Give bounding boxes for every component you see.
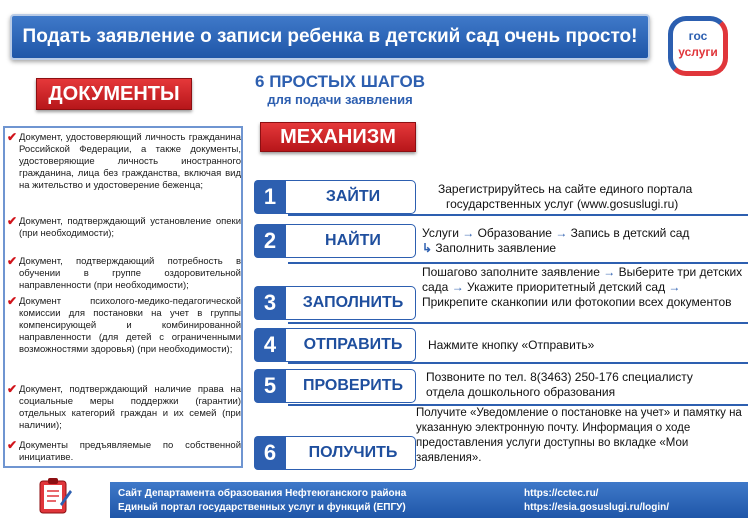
step-3-label: ЗАПОЛНИТЬ <box>302 294 404 311</box>
document-text: Документ психолого-медико-педагогической комиссии для постановки на учет в группы компенсирующей и комбинированной направленности (для детей с ограниченными возможностями здоровья) (при необходимости); <box>19 296 241 355</box>
arrow-right-icon: → <box>462 226 475 240</box>
arrow-right-icon: → <box>668 280 681 294</box>
document-item <box>7 438 241 464</box>
step-5-line-2: отдела дошкольного образования <box>426 385 616 399</box>
page-title: Подать заявление о записи ребенка в детский сад очень просто! <box>22 26 638 47</box>
footer-bar <box>110 482 748 518</box>
flow-step: Образование <box>477 226 552 240</box>
step-5-text <box>426 370 693 400</box>
document-text: Документ, подтверждающий потребность в обучении в группе оздоровительной направленности (при необходимости); <box>19 256 241 291</box>
document-text: Документ, удостоверяющий личность гражданина Российской Федерации, а также документы, удостоверяющие личность иностранного гражданина, лица без гражданства, включая вид на жительство и удостоверение беженца; <box>19 132 241 191</box>
subtitle-line-2: для подачи заявления <box>267 92 413 107</box>
document-item <box>7 254 241 292</box>
step-4-label: ОТПРАВИТЬ <box>303 336 403 353</box>
step-2-divider <box>288 262 748 264</box>
flow-step: Услуги <box>422 226 459 240</box>
step-3-number: 3 <box>254 286 286 320</box>
step-5-line-1: Позвоните по тел. 8(3463) 250-176 специалисту <box>426 370 693 384</box>
document-item <box>7 382 241 432</box>
step-3-part: Прикрепите сканкопии или фотокопии всех документов <box>422 295 732 309</box>
footer-link-cctec[interactable]: https://cctec.ru/ <box>524 488 599 499</box>
checkmark-icon: ✔ <box>7 130 18 144</box>
documents-banner: ДОКУМЕНТЫ <box>36 78 192 110</box>
footer-link-gosuslugi[interactable]: https://esia.gosuslugi.ru/login/ <box>524 502 670 513</box>
step-2-label: НАЙТИ <box>325 232 381 249</box>
checkmark-icon: ✔ <box>7 214 18 228</box>
step-1-divider <box>288 214 748 216</box>
step-1-number: 1 <box>254 180 286 214</box>
step-1-text <box>438 182 692 212</box>
step-1-label: ЗАЙТИ <box>325 188 381 205</box>
step-4-number: 4 <box>254 328 286 362</box>
step-4-text: Нажмите кнопку «Отправить» <box>428 338 595 352</box>
step-3-part: Выберите три детских сада <box>422 265 743 294</box>
step-3-part: Пошагово заполните заявление <box>422 265 600 279</box>
step-6-label: ПОЛУЧИТЬ <box>308 444 398 461</box>
arrow-right-icon: → <box>555 226 568 240</box>
document-text: Документы предъявляемые по собственной инициативе. <box>19 440 241 463</box>
documents-list <box>3 126 243 468</box>
step-1-line-2: государственных услуг (www.gosuslugi.ru) <box>446 197 679 211</box>
gosuslugi-logo[interactable] <box>668 16 728 76</box>
logo-text-uslugi: услуги <box>678 45 718 59</box>
clipboard-icon <box>36 476 72 516</box>
footer-line-2: Единый портал государственных услуг и функций (ЕПГУ) <box>118 502 406 513</box>
checkmark-icon: ✔ <box>7 294 18 308</box>
step-2-text <box>422 226 689 256</box>
flow-step: Запись в детский сад <box>570 226 690 240</box>
document-text: Документ, подтверждающий установление опеки (при необходимости); <box>19 216 241 239</box>
subtitle-line-1: 6 ПРОСТЫХ ШАГОВ <box>255 72 425 91</box>
step-6-number: 6 <box>254 436 286 470</box>
checkmark-icon: ✔ <box>7 254 18 268</box>
arrow-right-icon: → <box>603 265 616 279</box>
step-2-number: 2 <box>254 224 286 258</box>
footer-line-1: Сайт Департамента образования Нефтеюганского района <box>118 488 407 499</box>
arrow-right-icon: → <box>451 280 464 294</box>
document-item <box>7 130 241 192</box>
step-3-text <box>422 265 746 310</box>
checkmark-icon: ✔ <box>7 438 18 452</box>
step-5-label: ПРОВЕРИТЬ <box>302 377 404 394</box>
arrow-right-icon: ↳ <box>422 241 433 255</box>
step-4-divider <box>288 362 748 364</box>
document-item <box>7 294 241 356</box>
flow-step: Заполнить заявление <box>435 241 557 255</box>
logo-text-gos: гос <box>688 29 708 43</box>
document-item <box>7 214 241 240</box>
mechanism-banner: МЕХАНИЗМ <box>260 122 416 152</box>
step-5-number: 5 <box>254 369 286 403</box>
checkmark-icon: ✔ <box>7 382 18 396</box>
step-1-line-1: Зарегистрируйтесь на сайте единого портала <box>438 182 693 196</box>
step-3-divider <box>288 322 748 324</box>
step-6-text: Получите «Уведомление о постановке на учет» и памятку на указанную электронную почту. Информация о ходе предоставления услуги доступны во вкладке «Мои заявления». <box>416 407 742 464</box>
step-3-part: Укажите приоритетный детский сад <box>467 280 666 294</box>
subtitle <box>230 72 450 107</box>
document-text: Документ, подтверждающий наличие права на социальные меры поддержки (гарантии) отдельных категорий граждан и их семей (при наличии); <box>19 384 241 431</box>
